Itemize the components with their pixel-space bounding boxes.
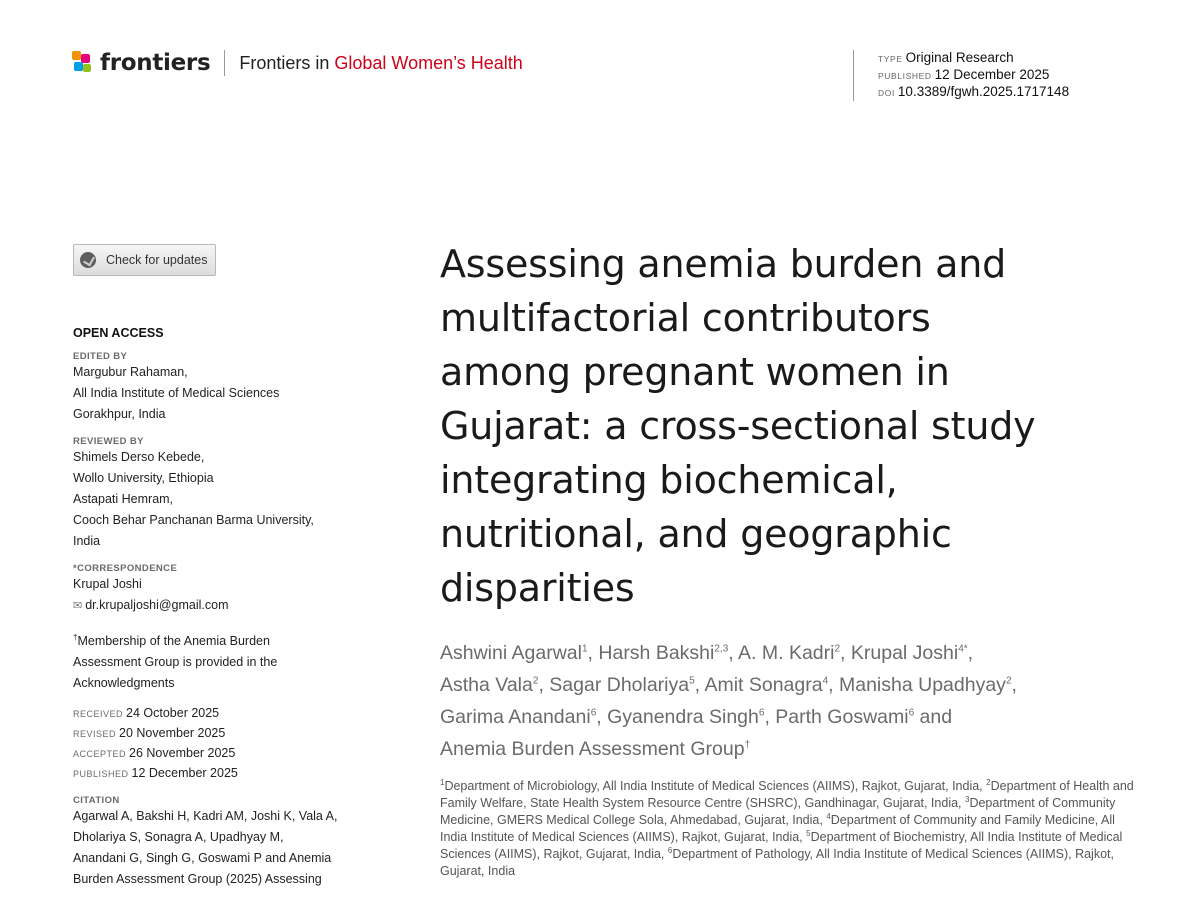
envelope-icon: ✉ [73, 600, 83, 612]
affiliation: Department of Microbiology, All India Institute of Medical Sciences (AIIMS), Rajkot, Gujarat, India, [444, 779, 983, 793]
author-sup: 4 [822, 675, 829, 687]
date-value: 24 October 2025 [126, 706, 220, 721]
author-sup: † [744, 739, 751, 751]
check-updates-label: Check for updates [106, 253, 208, 267]
reviewed-by-line: India [73, 534, 101, 548]
membership-note [73, 627, 393, 694]
correspondence-email-row[interactable] [73, 595, 393, 617]
meta-doi-label: DOI [878, 88, 895, 98]
author-name[interactable]: Garima Anandani [440, 706, 591, 728]
citation-line: Anandani G, Singh G, Goswami P and Anemia [73, 851, 332, 866]
correspondence-email[interactable]: dr.krupaljoshi@gmail.com [85, 598, 229, 612]
citation-label: CITATION [73, 795, 120, 807]
reviewed-by-line: Shimels Derso Kebede, [73, 450, 205, 464]
author-sep: and [914, 706, 953, 728]
date-value: 12 December 2025 [131, 766, 238, 781]
affiliation: Department of Community Medicine, GMERS Medical College Sola, Ahmedabad, Gujarat, India, [440, 796, 1116, 827]
reviewed-by-label: REVIEWED BY [73, 436, 144, 447]
membership-line: Membership of the Anemia Burden [77, 634, 270, 649]
journal-title [239, 53, 522, 74]
citation-line: Dholariya S, Sonagra A, Upadhyay M, [73, 830, 284, 845]
journal-name: Global Women’s Health [334, 52, 523, 73]
meta-doi-value[interactable]: 10.3389/fgwh.2025.1717148 [897, 84, 1070, 99]
title-line: disparities [440, 566, 635, 610]
author-name[interactable]: Anemia Burden Assessment Group [440, 738, 745, 760]
publisher-name: frontiers [100, 50, 211, 76]
author-sup: 2,3 [714, 643, 729, 655]
affiliation: Department of Community and Family Medicine, All India Institute of Medical Sciences (AIIMS), Rajkot, Gujarat, India, [440, 813, 1115, 844]
author-name[interactable]: A. M. Kadri [738, 642, 835, 664]
author-name[interactable]: Harsh Bakshi [598, 642, 715, 664]
affil-sup: 2 [986, 777, 991, 787]
author-sup: 2 [834, 643, 841, 655]
affiliation: Department of Pathology, All India Institute of Medical Sciences (AIIMS), Rajkot, Gujarat, India [440, 847, 1114, 878]
title-line: Assessing anemia burden and [440, 242, 1007, 286]
meta-published-label: PUBLISHED [878, 71, 932, 81]
author-sep: , [596, 706, 608, 728]
membership-mark: † [73, 633, 78, 642]
date-received [73, 704, 393, 724]
author-name[interactable]: Amit Sonagra [704, 674, 823, 696]
author-sup: 2 [532, 675, 539, 687]
author-sep: , [967, 642, 974, 664]
date-value: 20 November 2025 [119, 726, 226, 741]
author-sup: 6 [908, 707, 915, 719]
brand-divider [224, 50, 225, 76]
membership-line: Assessment Group is provided in the [73, 655, 278, 670]
author-sep: , [538, 674, 550, 696]
reviewed-by [73, 447, 393, 552]
title-line: among pregnant women in [440, 350, 950, 394]
citation [73, 806, 393, 890]
date-label: PUBLISHED [73, 769, 129, 780]
citation-line: Agarwal A, Bakshi H, Kadri AM, Joshi K, Vala A, [73, 809, 338, 824]
meta-published [878, 67, 1069, 84]
author-name[interactable]: Krupal Joshi [850, 642, 959, 664]
meta-type-value: Original Research [905, 50, 1014, 65]
publisher-brand[interactable] [72, 50, 523, 76]
article-dates [73, 704, 393, 784]
date-published [73, 764, 393, 784]
title-line: integrating biochemical, [440, 458, 898, 502]
author-sep: , [764, 706, 776, 728]
author-sup: 2 [1005, 675, 1012, 687]
edited-by-line: Margubur Rahaman, [73, 365, 188, 379]
author-sup: 6 [758, 707, 765, 719]
author-sup: 6 [590, 707, 597, 719]
correspondence [73, 574, 393, 617]
affiliations [440, 778, 1140, 880]
affil-sup: 4 [826, 811, 831, 821]
author-name[interactable]: Gyanendra Singh [607, 706, 759, 728]
reviewed-by-line: Cooch Behar Panchanan Barma University, [73, 513, 314, 527]
author-line [440, 637, 1140, 669]
affiliation: Department of Biochemistry, All India Institute of Medical Sciences (AIIMS), Rajkot, Gujarat, India, [440, 830, 1123, 861]
open-access-label: OPEN ACCESS [73, 326, 164, 340]
title-line: Gujarat: a cross-sectional study [440, 404, 1036, 448]
title-line: multifactorial contributors [440, 296, 931, 340]
author-name[interactable]: Parth Goswami [775, 706, 909, 728]
date-label: RECEIVED [73, 709, 124, 720]
date-revised [73, 724, 393, 744]
correspondence-label: *CORRESPONDENCE [73, 563, 178, 574]
sidebar [73, 244, 393, 890]
membership-line: Acknowledgments [73, 676, 175, 691]
check-for-updates-button[interactable] [73, 244, 216, 276]
author-list [440, 637, 1140, 765]
affil-sup: 1 [440, 777, 445, 787]
affil-sup: 6 [667, 845, 673, 855]
author-sep: , [694, 674, 705, 696]
edited-by-line: All India Institute of Medical Sciences [73, 386, 280, 400]
edited-by-line: Gorakhpur, India [73, 407, 166, 421]
reviewed-by-line: Astapati Hemram, [73, 492, 174, 506]
article-meta [853, 50, 1069, 101]
affil-sup: 5 [806, 828, 811, 838]
article-title [440, 237, 1140, 615]
date-accepted [73, 744, 393, 764]
author-line [440, 701, 1140, 733]
author-sup: 4* [958, 643, 968, 655]
date-value: 26 November 2025 [129, 746, 236, 761]
author-name[interactable]: Astha Vala [440, 674, 533, 696]
correspondence-name: Krupal Joshi [73, 577, 142, 591]
affiliation: Department of Health and Family Welfare, State Health System Resource Centre (SHSRC), Gandhinagar, Gujarat, India, [440, 779, 1134, 810]
author-name[interactable]: Manisha Upadhyay [839, 674, 1006, 696]
frontiers-logo-icon [72, 51, 94, 75]
author-sup: 5 [689, 675, 695, 687]
meta-type [878, 50, 1069, 67]
date-label: REVISED [73, 729, 117, 740]
meta-doi[interactable] [878, 84, 1069, 101]
article-header [440, 237, 1140, 880]
author-sup: 1 [581, 643, 588, 655]
author-sep: , [828, 674, 839, 696]
author-sep: , [728, 642, 739, 664]
author-name[interactable]: Ashwini Agarwal [440, 642, 582, 664]
reviewed-by-line: Wollo University, Ethiopia [73, 471, 214, 485]
author-line [440, 733, 1140, 765]
author-name[interactable]: Sagar Dholariya [549, 674, 690, 696]
journal-prefix: Frontiers in [239, 52, 330, 73]
check-updates-icon [80, 252, 96, 268]
author-line [440, 669, 1140, 701]
date-label: ACCEPTED [73, 749, 127, 760]
title-line: nutritional, and geographic [440, 512, 952, 556]
affil-sup: 3 [965, 794, 970, 804]
author-sep: , [1011, 674, 1017, 696]
meta-published-value: 12 December 2025 [934, 67, 1050, 82]
citation-line: Burden Assessment Group (2025) Assessing [73, 872, 322, 887]
meta-type-label: TYPE [878, 54, 903, 64]
author-sep: , [587, 642, 599, 664]
author-sep: , [840, 642, 851, 664]
edited-by-label: EDITED BY [73, 351, 128, 362]
edited-by [73, 362, 393, 425]
